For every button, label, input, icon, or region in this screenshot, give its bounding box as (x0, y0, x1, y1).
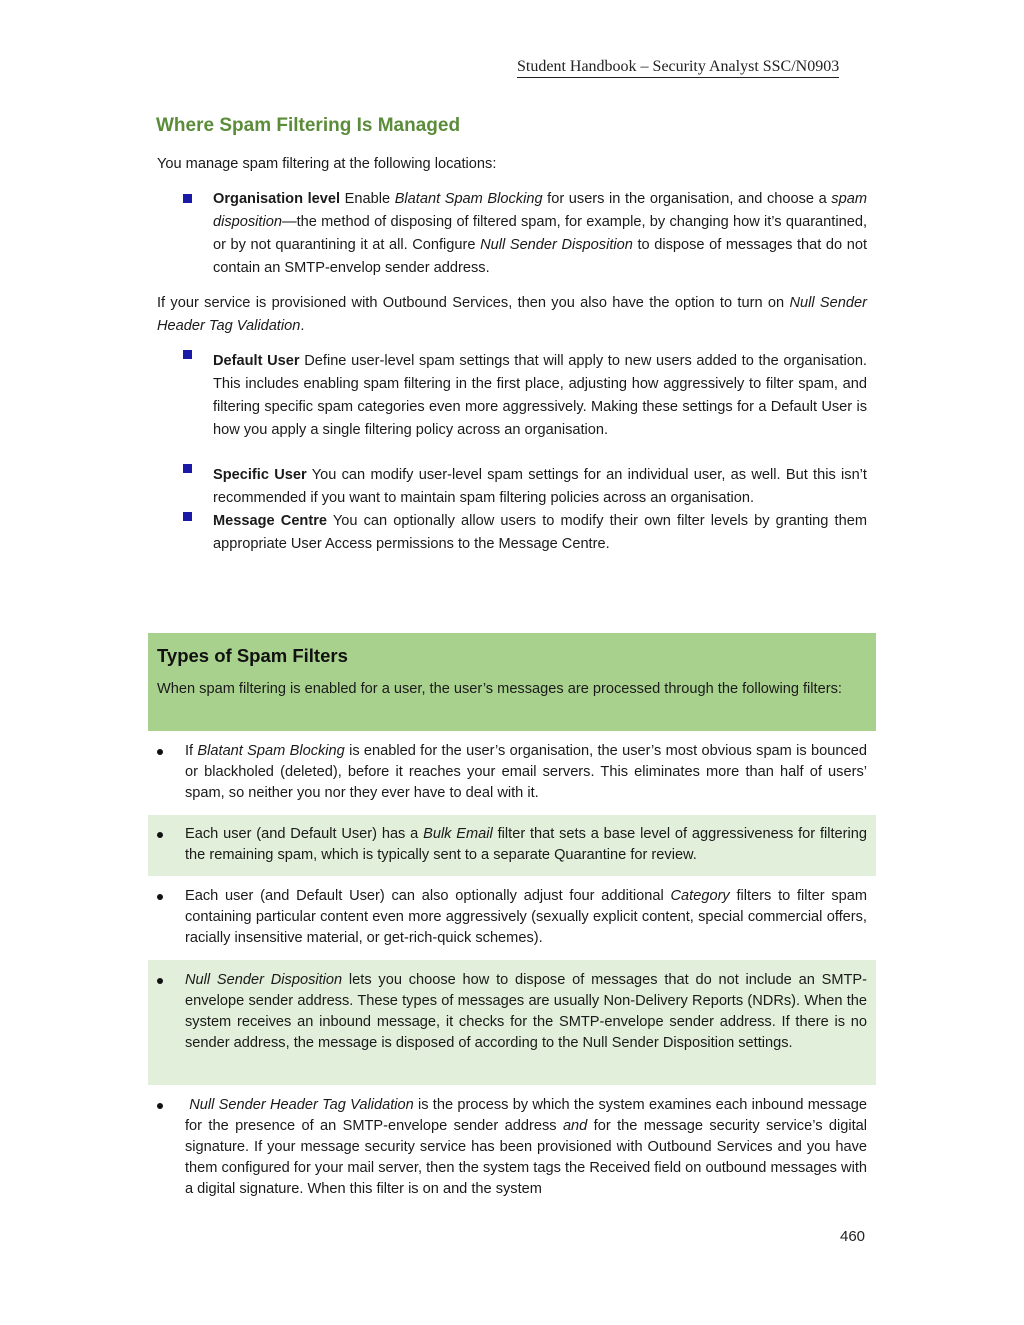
text-run: You can modify user-level spam settings for an individual user, as well. But this isn’t recommended if you want to maintain spam filtering policies across an organisation. (213, 467, 867, 506)
italic-term: Blatant Spam Blocking (394, 191, 543, 207)
text-run: You can optionally allow users to modify their own filter levels by granting them appropriate User Access permissions to the Message Centre. (213, 513, 867, 552)
text-run: Enable (340, 191, 395, 207)
text-run: —the method of disposing of filtered spam, for example, by changing how it’s quarantined, or by not quarantining it at all. Configure (213, 214, 867, 253)
text-run: for users in the organisation, and choose a (542, 191, 832, 207)
filter-category (185, 886, 867, 949)
bullet-message-centre (213, 510, 867, 556)
bullet-label: Message Centre (213, 513, 327, 529)
types-intro: When spam filtering is enabled for a user, the user’s messages are processed through the following filters: (157, 681, 842, 697)
italic-term: Null Sender Disposition (480, 237, 633, 253)
text-run: is the process by which the system examines each inbound message for the presence of an SMTP-envelope sender address (185, 1097, 867, 1134)
text-run: If (185, 743, 198, 759)
bullet-dot-icon (157, 1103, 163, 1109)
text-run: filters to filter spam containing particular content even more aggressively (sexually explicit content, special commercial offers, racially insensitive material, or get-rich-quick schemes). (185, 888, 868, 946)
text-run: . (300, 318, 305, 334)
filter-blatant-spam (185, 741, 867, 804)
bullet-dot-icon (157, 832, 163, 838)
filter-null-sender-header-tag (185, 1095, 867, 1200)
section-intro: You manage spam filtering at the following locations: (157, 156, 497, 172)
text-run: If your service is provisioned with Outbound Services, then you also have the option to turn on (157, 295, 790, 311)
square-bullet-icon (183, 194, 192, 203)
italic-term: and (562, 1118, 588, 1134)
running-header: Student Handbook – Security Analyst SSC/N0903 (517, 58, 839, 78)
filter-null-sender-disposition (185, 970, 867, 1054)
italic-term: Null Sender Header Tag Validation (157, 295, 867, 334)
square-bullet-icon (183, 464, 192, 473)
text-run: for the message security service’s digital signature. If your message security service has been provisioned with Outbound Services and you have them configured for your mail server, then the system tags the Received field on outbound messages with a digital signature. When this filter is on and the system (185, 1118, 867, 1197)
square-bullet-icon (183, 512, 192, 521)
text-run: Define user-level spam settings that will apply to new users added to the organisation. This includes enabling spam filtering in the first place, adjusting how aggressively to filter spam, and filtering specific spam categories even more aggressively. Making these settings for a Default User is how you apply a single filtering policy across an organisation. (213, 353, 867, 438)
bullet-specific-user (213, 464, 867, 510)
italic-term: Bulk Email (423, 826, 493, 842)
bullet-organisation-level (213, 188, 867, 280)
text-run: Each user (and Default User) has a (185, 826, 424, 842)
italic-term: Null Sender Disposition (185, 972, 343, 988)
page-number: 460 (840, 1228, 866, 1245)
bullet-label: Organisation level (213, 191, 341, 207)
section-title-types: Types of Spam Filters (157, 645, 348, 666)
bullet-dot-icon (157, 894, 163, 900)
outbound-paragraph (157, 292, 867, 338)
text-run: Each user (and Default User) can also optionally adjust four additional (185, 888, 671, 904)
italic-term: Category (670, 888, 730, 904)
bullet-default-user (213, 350, 867, 442)
bullet-dot-icon (157, 978, 163, 984)
italic-term: spam disposition (213, 191, 867, 230)
square-bullet-icon (183, 350, 192, 359)
bullet-label: Specific User (213, 467, 307, 483)
text-run: lets you choose how to dispose of messages that do not include an SMTP-envelope sender address. These types of messages are usually Non-Delivery Reports (NDRs). When the system receives an inbound message, it checks for the SMTP-envelope sender address. If there is no sender address, the message is disposed of according to the Null Sender Disposition settings. (185, 972, 867, 1051)
bullet-dot-icon (157, 749, 163, 755)
italic-term: Null Sender Header Tag Validation (189, 1097, 414, 1113)
text-run: is enabled for the user’s organisation, the user’s most obvious spam is bounced or blackholed (deleted), before it reaches your email servers. This eliminates more than half of users’ spam, so neither you nor they ever have to deal with it. (185, 743, 867, 801)
section-title-where-managed: Where Spam Filtering Is Managed (156, 115, 461, 136)
text-run: to dispose of messages that do not contain an SMTP-envelop sender address. (213, 237, 867, 276)
filter-bulk-email (185, 824, 867, 866)
italic-term: Blatant Spam Blocking (197, 743, 345, 759)
bullet-label: Default User (213, 353, 300, 369)
text-run: filter that sets a base level of aggressiveness for filtering the remaining spam, which is typically sent to a separate Quarantine for review. (185, 826, 867, 863)
